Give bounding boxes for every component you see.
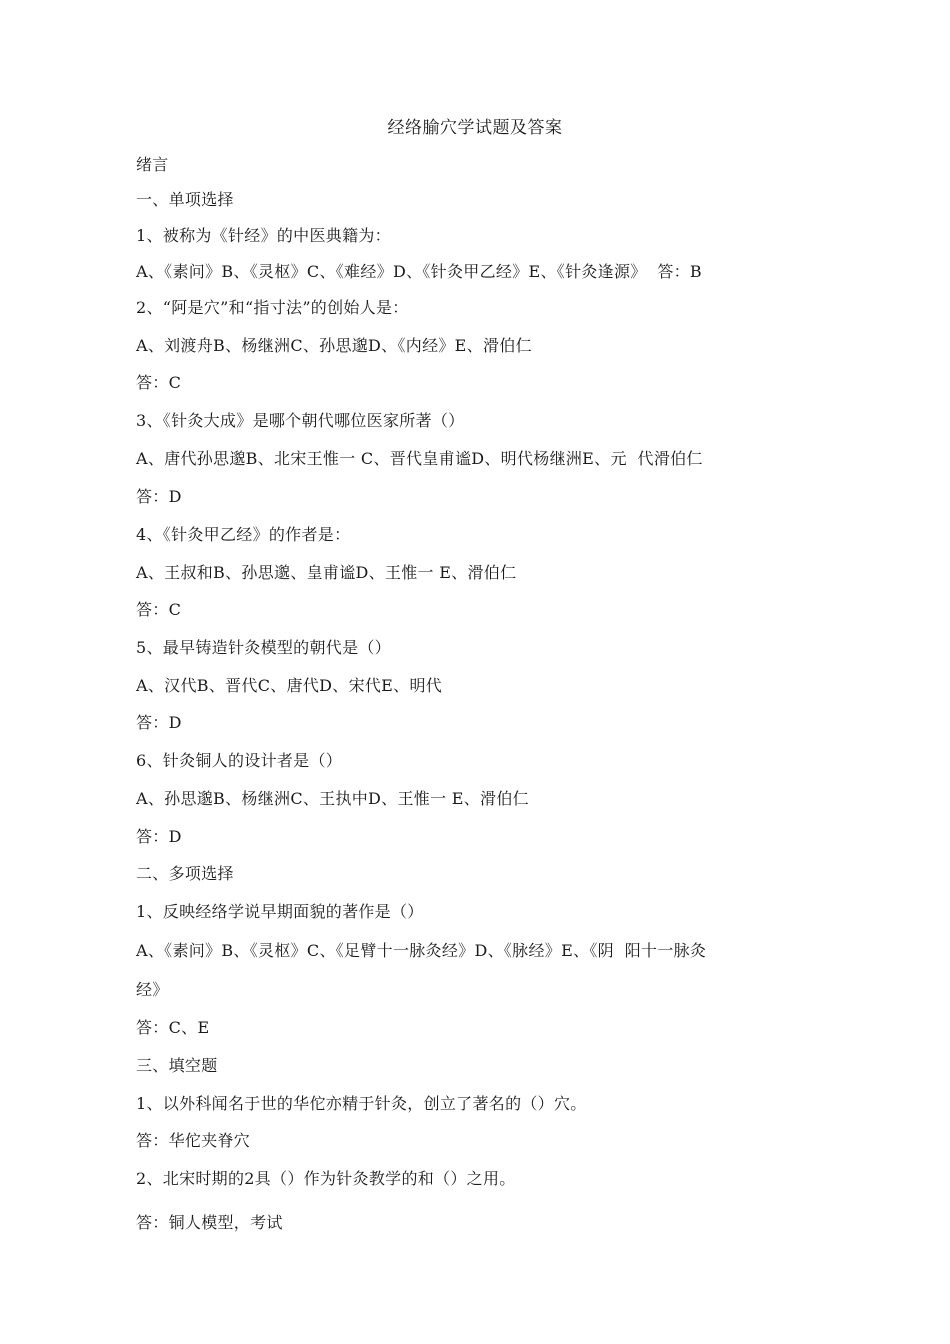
answer-text: 答：华佗夹脊穴 — [136, 1131, 251, 1150]
question-text: 1、被称为《针经》的中医典籍为： — [136, 226, 391, 245]
question-options: A、《素问》B、《灵枢》C、《足臂十一脉灸经》D、《脉经》E、《阴 阳十一脉灸 — [136, 941, 707, 960]
question-options: A、王叔和B、孙思邈、皇甫谧D、王惟一 E、滑伯仁 — [136, 563, 517, 582]
question-text: 1、反映经络学说早期面貌的著作是（） — [136, 902, 424, 921]
section-heading-multiple-choice: 二、多项选择 — [136, 864, 234, 883]
question-text: 6、针灸铜人的设计者是（） — [136, 751, 343, 770]
section-heading-single-choice: 一、单项选择 — [136, 190, 234, 209]
question-options: A、《素问》B、《灵枢》C、《难经》D、《针灸甲乙经》E、《针灸逢源》 答：B — [136, 262, 702, 281]
question-text: 1、以外科闻名于世的华佗亦精于针灸，创立了著名的（）穴。 — [136, 1094, 587, 1113]
question-text: 2、“阿是穴”和“指寸法”的创始人是： — [136, 298, 409, 317]
answer-text: 答：D — [136, 827, 182, 846]
question-text: 4、《针灸甲乙经》的作者是： — [136, 525, 351, 544]
answer-text: 答：C — [136, 600, 182, 619]
question-text: 5、最早铸造针灸模型的朝代是（） — [136, 638, 391, 657]
answer-text: 答：D — [136, 487, 182, 506]
question-text: 3、《针灸大成》是哪个朝代哪位医家所著（） — [136, 411, 465, 430]
question-options: A、孙思邈B、杨继洲C、王执中D、王惟一 E、滑伯仁 — [136, 789, 529, 808]
question-options: A、唐代孙思邈B、北宋王惟一 C、晋代皇甫谧D、明代杨继洲E、元 代滑伯仁 — [136, 449, 703, 468]
question-options: A、刘渡舟B、杨继洲C、孙思邈D、《内经》E、滑伯仁 — [136, 336, 532, 355]
question-options: A、汉代B、晋代C、唐代D、宋代E、明代 — [136, 676, 443, 695]
question-options-continued: 经》 — [136, 980, 169, 999]
answer-text: 答：C — [136, 373, 182, 392]
answer-text: 答：D — [136, 713, 182, 732]
answer-text: 答：C、E — [136, 1018, 210, 1037]
section-heading-fill-blank: 三、填空题 — [136, 1056, 218, 1075]
document-title: 经络腧穴学试题及答案 — [387, 118, 563, 138]
question-text: 2、北宋时期的2具（）作为针灸教学的和（）之用。 — [136, 1169, 516, 1188]
answer-text: 答：铜人模型，考试 — [136, 1213, 283, 1232]
section-heading-intro: 绪言 — [136, 155, 169, 174]
